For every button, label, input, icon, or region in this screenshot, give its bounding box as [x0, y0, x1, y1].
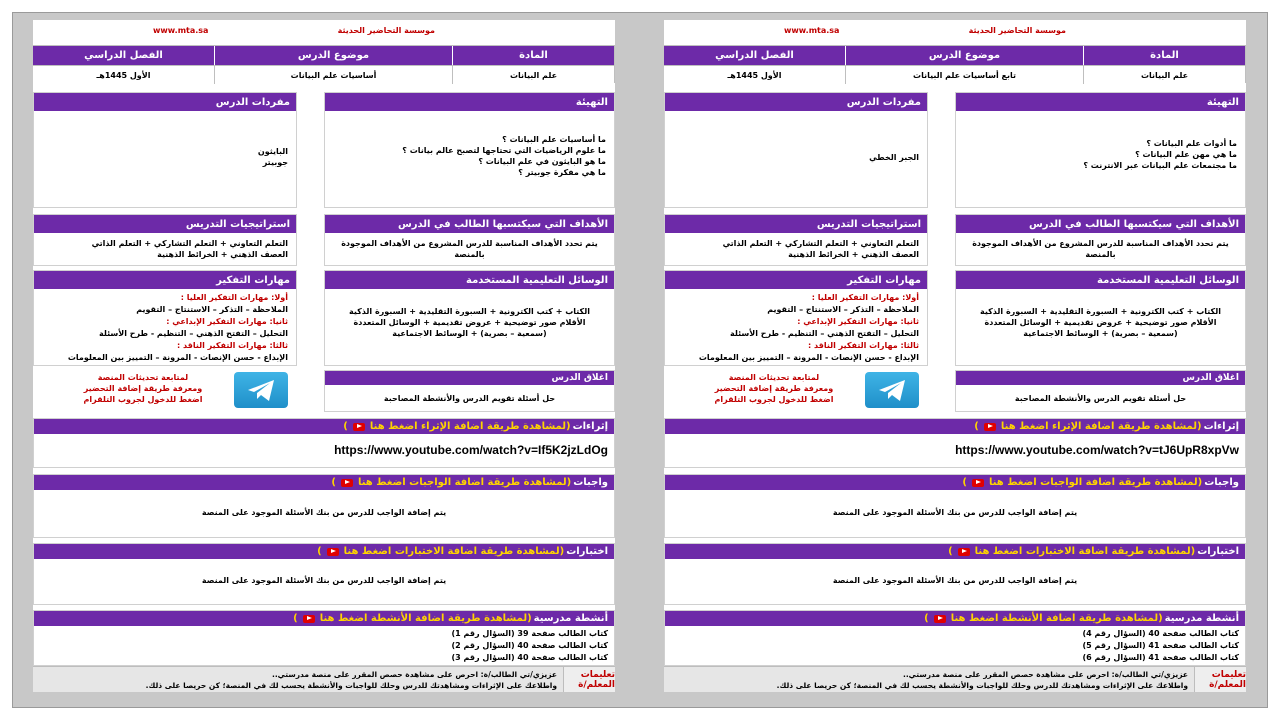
instructions-line: واطلاعك على الإثراءات ومشاهدتك للدرس وحلك للواجبات والأنشطة يحسب لك في المنصة؛ كن حريصا على ذلك. — [776, 681, 1188, 690]
homework-section — [33, 474, 615, 538]
term-header: الفصل الدراسي — [664, 46, 845, 65]
telegram-line: لمتابعة تحديثات المنصة — [97, 373, 189, 382]
homework-section — [664, 474, 1246, 538]
media-title: الوسائل التعليمية المستخدمة — [956, 271, 1245, 290]
thinking-title: مهارات التفكير — [34, 271, 296, 290]
strategies-line: التعلم التعاوني + التعلم التشاركي + التعلم الذاتي — [722, 239, 919, 248]
activity-item: كتاب الطالب صفحة 40 (السؤال رقم 3) — [451, 653, 608, 662]
strategies-title: استراتيجيات التدريس — [34, 215, 296, 234]
media-box — [324, 270, 615, 366]
activities-close: ) — [924, 613, 929, 624]
activities-header[interactable] — [665, 611, 1245, 626]
thinking-box — [33, 270, 297, 366]
tests-link[interactable]: (لمشاهدة طريقة اضافة الاختبارات اضغط هنا — [343, 546, 565, 557]
activities-label: أنشطة مدرسية — [533, 613, 608, 624]
activities-link[interactable]: (لمشاهدة طريقة اضافة الأنشطة اضغط هنا — [950, 613, 1163, 624]
strategies-box — [664, 214, 928, 266]
goals-box — [324, 214, 615, 266]
activities-link[interactable]: (لمشاهدة طريقة اضافة الأنشطة اضغط هنا — [319, 613, 532, 624]
enrich-section — [33, 418, 615, 468]
youtube-icon[interactable] — [958, 548, 970, 556]
activity-item: كتاب الطالب صفحة 40 (السؤال رقم 4) — [1082, 629, 1239, 638]
lesson-page-2 — [664, 20, 1246, 692]
media-line: (سمعية – بصرية) + الوسائط الاجتماعية — [1023, 329, 1178, 338]
vocab-line: جوبيتر — [262, 158, 288, 167]
thinking-heading: ثالثا: مهارات التفكير الناقد : — [808, 341, 919, 350]
topic-header: موضوع الدرس — [214, 46, 452, 65]
thinking-heading: ثالثا: مهارات التفكير الناقد : — [177, 341, 288, 350]
youtube-icon[interactable] — [934, 615, 946, 623]
thinking-heading: ثانيا: مهارات التفكير الإبداعي : — [797, 317, 919, 326]
youtube-icon[interactable] — [353, 423, 365, 431]
tests-link[interactable]: (لمشاهدة طريقة اضافة الاختبارات اضغط هنا — [974, 546, 1196, 557]
warmup-line: ما علوم الرياضيات التي تحتاجها لتصبح عالم بيانات ؟ — [402, 146, 606, 155]
topic-value: أساسيات علم البيانات — [214, 65, 452, 84]
activities-header[interactable] — [34, 611, 614, 626]
instructions-line: عزيزي/تي الطالب/ة: احرص على مشاهدة حصص المقرر على منصة مدرستي.. — [902, 670, 1188, 679]
telegram-caption[interactable] — [63, 372, 223, 405]
media-line: الأقلام صور توضيحية + عروض تقديمية + الوسائل المتعددة — [353, 318, 586, 327]
page-header — [33, 20, 615, 38]
subject-header: المادة — [452, 46, 614, 65]
tests-section — [664, 543, 1246, 605]
youtube-icon[interactable] — [984, 423, 996, 431]
activity-item: كتاب الطالب صفحة 40 (السؤال رقم 2) — [451, 641, 608, 650]
warmup-line: ما أساسيات علم البيانات ؟ — [502, 135, 606, 144]
goals-title: الأهداف التي سيكتسبها الطالب في الدرس — [325, 215, 614, 234]
homework-close: ) — [962, 477, 967, 488]
tests-close: ) — [948, 546, 953, 557]
youtube-icon[interactable] — [972, 479, 984, 487]
homework-link[interactable]: (لمشاهدة طريقة اضافة الواجبات اضغط هنا — [988, 477, 1203, 488]
warmup-line: ما هي مفكرة جوبيتر ؟ — [518, 168, 606, 177]
warmup-title: التهيئة — [325, 93, 614, 112]
tests-text: يتم إضافة الواجب للدرس من بنك الأسئلة الموجود على المنصة — [832, 576, 1078, 585]
thinking-title: مهارات التفكير — [665, 271, 927, 290]
telegram-line: اضغط للدخول لجروب التلقرام — [714, 395, 834, 404]
homework-text: يتم إضافة الواجب للدرس من بنك الأسئلة الموجود على المنصة — [201, 508, 447, 517]
warmup-line: ما هي مهن علم البيانات ؟ — [1135, 150, 1237, 159]
warmup-line: ما هو البايثون في علم البيانات ؟ — [478, 157, 606, 166]
instructions-line: واطلاعك على الإثراءات ومشاهدتك للدرس وحلك للواجبات والأنشطة يحسب لك في المنصة؛ كن حريصا على ذلك. — [145, 681, 557, 690]
enrich-close: ) — [974, 421, 979, 432]
thinking-line: التحليل – التفتح الذهني – التنظيم - طرح الأسئلة — [99, 329, 288, 338]
vocab-title: مفردات الدرس — [665, 93, 927, 112]
instructions-label: تعليمات المعلم/ة — [563, 667, 615, 692]
enrich-header[interactable] — [665, 419, 1245, 434]
thinking-heading: ثانيا: مهارات التفكير الإبداعي : — [166, 317, 288, 326]
homework-close: ) — [331, 477, 336, 488]
thinking-line: الملاحظة – التذكر – الاستنتاج – التقويم — [767, 305, 919, 314]
enrich-label: إثراءات — [1203, 421, 1239, 432]
closing-text: حل أسئلة تقويم الدرس والأنشطة المصاحبة — [1014, 394, 1187, 403]
activities-section — [664, 610, 1246, 666]
warmup-box — [324, 92, 615, 208]
topic-value: تابع أساسيات علم البيانات — [845, 65, 1083, 84]
homework-header[interactable] — [34, 475, 614, 490]
telegram-line: ومعرفة طريقة إضافة التحضير — [714, 384, 834, 393]
telegram-icon[interactable] — [865, 372, 919, 408]
telegram-caption[interactable] — [694, 372, 854, 405]
subject-header: المادة — [1083, 46, 1245, 65]
instructions-label: تعليمات المعلم/ة — [1194, 667, 1246, 692]
warmup-title: التهيئة — [956, 93, 1245, 112]
enrich-link[interactable]: (لمشاهدة طريقة اضافة الإثراء اضغط هنا — [369, 421, 571, 432]
tests-header[interactable] — [34, 544, 614, 559]
youtube-icon[interactable] — [341, 479, 353, 487]
goals-line: يتم تحدد الأهداف المناسبة للدرس المشروع من الأهداف الموجودة — [341, 239, 598, 248]
teacher-instructions — [33, 666, 615, 692]
media-line: (سمعية – بصرية) + الوسائط الاجتماعية — [392, 329, 547, 338]
strategies-title: استراتيجيات التدريس — [665, 215, 927, 234]
goals-title: الأهداف التي سيكتسبها الطالب في الدرس — [956, 215, 1245, 234]
enrich-url[interactable]: https://www.youtube.com/watch?v=If5K2jzLdOg — [334, 443, 608, 457]
closing-title: اغلاق الدرس — [956, 371, 1245, 386]
telegram-line: لمتابعة تحديثات المنصة — [728, 373, 820, 382]
closing-box — [324, 370, 615, 412]
activities-section — [33, 610, 615, 666]
thinking-heading: أولا: مهارات التفكير العليا : — [180, 293, 288, 302]
thinking-box — [664, 270, 928, 366]
warmup-line: ما مجتمعات علم البيانات عبر الانترنت ؟ — [1083, 161, 1237, 170]
goals-line: بالمنصة — [454, 250, 485, 259]
activity-item: كتاب الطالب صفحة 41 (السؤال رقم 6) — [1082, 653, 1239, 662]
strategies-line: العصف الذهني + الخرائط الذهنية — [157, 250, 288, 259]
goals-box — [955, 214, 1246, 266]
institution-name: موسسة التحاضير الحديثة — [337, 26, 435, 35]
subject-value: علم البيانات — [452, 65, 614, 84]
strategies-box — [33, 214, 297, 266]
media-box — [955, 270, 1246, 366]
homework-link[interactable]: (لمشاهدة طريقة اضافة الواجبات اضغط هنا — [357, 477, 572, 488]
term-header: الفصل الدراسي — [33, 46, 214, 65]
youtube-icon[interactable] — [327, 548, 339, 556]
enrich-label: إثراءات — [572, 421, 608, 432]
homework-label: واجبات — [1204, 477, 1239, 488]
tests-header[interactable] — [665, 544, 1245, 559]
activity-item: كتاب الطالب صفحة 41 (السؤال رقم 5) — [1082, 641, 1239, 650]
vocab-line: الجبر الخطي — [869, 153, 919, 162]
site-link[interactable]: www.mta.sa — [153, 26, 209, 35]
vocab-box — [33, 92, 297, 208]
media-line: الكتاب + كتب الكترونية + السبورة التقليدية + السبورة الذكية — [349, 307, 590, 316]
closing-box — [955, 370, 1246, 412]
closing-title: اغلاق الدرس — [325, 371, 614, 386]
thinking-line: الإبداع - حسن الإنصات - المرونة – التمييز بين المعلومات — [67, 353, 288, 362]
telegram-line: ومعرفة طريقة إضافة التحضير — [83, 384, 203, 393]
thinking-line: الإبداع - حسن الإنصات - المرونة – التمييز بين المعلومات — [698, 353, 919, 362]
site-link[interactable]: www.mta.sa — [784, 26, 840, 35]
activities-label: أنشطة مدرسية — [1164, 613, 1239, 624]
tests-label: اختبارات — [1197, 546, 1239, 557]
thinking-heading: أولا: مهارات التفكير العليا : — [811, 293, 919, 302]
lesson-info-table — [33, 45, 615, 83]
media-line: الأقلام صور توضيحية + عروض تقديمية + الوسائل المتعددة — [984, 318, 1217, 327]
term-value: الأول 1445هـ — [664, 65, 845, 84]
topic-header: موضوع الدرس — [845, 46, 1083, 65]
homework-header[interactable] — [665, 475, 1245, 490]
strategies-line: التعلم التعاوني + التعلم التشاركي + التعلم الذاتي — [91, 239, 288, 248]
homework-text: يتم إضافة الواجب للدرس من بنك الأسئلة الموجود على المنصة — [832, 508, 1078, 517]
enrich-header[interactable] — [34, 419, 614, 434]
homework-label: واجبات — [573, 477, 608, 488]
enrich-url[interactable]: https://www.youtube.com/watch?v=tJ6UpR8xpVw — [955, 443, 1239, 457]
enrich-section — [664, 418, 1246, 468]
thinking-line: التحليل – التفتح الذهني – التنظيم - طرح الأسئلة — [730, 329, 919, 338]
warmup-line: ما أدوات علم البيانات ؟ — [1146, 139, 1237, 148]
vocab-line: البايثون — [257, 147, 288, 156]
warmup-box — [955, 92, 1246, 208]
institution-name: موسسة التحاضير الحديثة — [968, 26, 1066, 35]
telegram-line: اضغط للدخول لجروب التلقرام — [83, 395, 203, 404]
tests-label: اختبارات — [566, 546, 608, 557]
term-value: الأول 1445هـ — [33, 65, 214, 84]
goals-line: بالمنصة — [1085, 250, 1116, 259]
vocab-box — [664, 92, 928, 208]
media-line: الكتاب + كتب الكترونية + السبورة التقليدية + السبورة الذكية — [980, 307, 1221, 316]
closing-text: حل أسئلة تقويم الدرس والأنشطة المصاحبة — [383, 394, 556, 403]
tests-text: يتم إضافة الواجب للدرس من بنك الأسئلة الموجود على المنصة — [201, 576, 447, 585]
media-title: الوسائل التعليمية المستخدمة — [325, 271, 614, 290]
telegram-icon[interactable] — [234, 372, 288, 408]
enrich-link[interactable]: (لمشاهدة طريقة اضافة الإثراء اضغط هنا — [1000, 421, 1202, 432]
goals-line: يتم تحدد الأهداف المناسبة للدرس المشروع من الأهداف الموجودة — [972, 239, 1229, 248]
subject-value: علم البيانات — [1083, 65, 1245, 84]
activities-close: ) — [293, 613, 298, 624]
page-header — [664, 20, 1246, 38]
tests-close: ) — [317, 546, 322, 557]
instructions-line: عزيزي/تي الطالب/ة: احرص على مشاهدة حصص المقرر على منصة مدرستي.. — [271, 670, 557, 679]
thinking-line: الملاحظة – التذكر – الاستنتاج – التقويم — [136, 305, 288, 314]
enrich-close: ) — [343, 421, 348, 432]
teacher-instructions — [664, 666, 1246, 692]
strategies-line: العصف الذهني + الخرائط الذهنية — [788, 250, 919, 259]
tests-section — [33, 543, 615, 605]
lesson-info-table — [664, 45, 1246, 83]
youtube-icon[interactable] — [303, 615, 315, 623]
activity-item: كتاب الطالب صفحة 39 (السؤال رقم 1) — [451, 629, 608, 638]
lesson-page-1 — [33, 20, 615, 692]
vocab-title: مفردات الدرس — [34, 93, 296, 112]
